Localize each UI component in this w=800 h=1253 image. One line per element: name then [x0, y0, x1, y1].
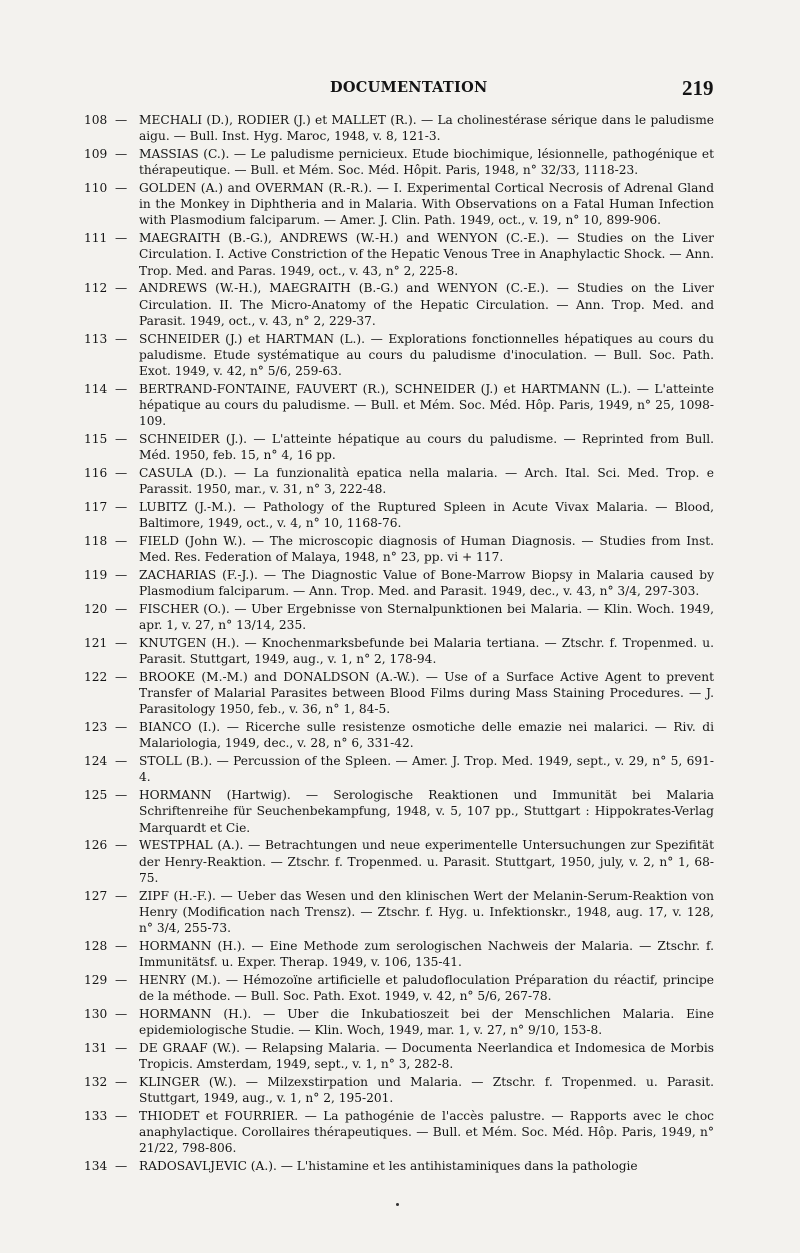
bibliography-entry — [84, 230, 714, 279]
entry-text: SCHNEIDER (J.). — L'atteinte hépatique au cours du paludisme. — Reprinted from Bull. Méd. 1950, feb. 15, n° 4, 16 pp. — [139, 432, 714, 463]
entry-number: 119 — [84, 568, 108, 583]
bibliography-entry — [84, 938, 714, 970]
entry-number: 118 — [84, 534, 108, 549]
entry-text: KNUTGEN (H.). — Knochenmarksbefunde bei Malaria tertiana. — Ztschr. f. Tropenmed. u. Parasit. Stuttgart, 1949, aug., v. 1, n° 2, 178-94. — [139, 636, 714, 667]
entry-dash: — — [115, 1074, 128, 1089]
entry-text: FIELD (John W.). — The microscopic diagnosis of Human Diagnosis. — Studies from Inst. Med. Res. Federation of Malaya, 1948, n° 23, pp. vi + 117. — [139, 534, 714, 565]
entry-dash: — — [115, 972, 128, 987]
entry-dash: — — [115, 670, 128, 685]
bibliography-entry — [84, 1158, 714, 1174]
entry-number: 110 — [84, 181, 108, 195]
entry-text: HENRY (M.). — Hémozoïne artificielle et paludofloculation Préparation du réactif, principe de la méthode. — Bull. Soc. Path. Exot. 1949, v. 42, n° 5/6, 267-78. — [139, 972, 714, 1004]
entry-number: 112 — [84, 281, 108, 296]
bibliography-entry — [84, 499, 714, 531]
entry-dash: — — [115, 1159, 128, 1174]
bibliography-entry — [84, 601, 714, 633]
entry-text: DE GRAAF (W.). — Relapsing Malaria. — Documenta Neerlandica et Indomesica de Morbis Tropicis. Amsterdam, 1949, sept., v. 1, n° 3, 282-8. — [139, 1040, 714, 1072]
entry-number: 116 — [84, 466, 108, 481]
entry-text: SCHNEIDER (J.) et HARTMAN (L.). — Explorations fonctionnelles hépatiques au cours du paludisme. Etude systématique au cours du paludisme d'inoculation. — Bull. Soc. Path. Exot. 1949, v. 42, n° 5/6, 259-63. — [139, 331, 714, 379]
entry-number: 122 — [84, 670, 108, 685]
entry-number: 113 — [84, 331, 108, 346]
bibliography-entry — [84, 1108, 714, 1157]
entry-dash: — — [115, 838, 128, 853]
entry-text: CASULA (D.). — La funzionalità epatica nella malaria. — Arch. Ital. Sci. Med. Trop. e Parassit. 1950, mar., v. 31, n° 3, 222-48. — [139, 466, 714, 497]
entry-number: 127 — [84, 888, 108, 903]
entry-number: 130 — [84, 1006, 108, 1021]
entry-number: 108 — [84, 113, 108, 127]
entry-number: 126 — [84, 838, 108, 853]
bibliography-entry — [84, 146, 714, 178]
bibliography-entry — [84, 331, 714, 380]
bibliography-entry — [84, 381, 714, 430]
entry-dash: — — [115, 147, 128, 161]
entry-number: 111 — [84, 231, 108, 246]
entry-number: 115 — [84, 432, 108, 447]
bibliography-entry — [84, 1040, 714, 1072]
entry-text: THIODET et FOURRIER. — La pathogénie de l'accès palustre. — Rapports avec le choc anaphylactique. Corollaires thérapeutiques. — Bull. et Mém. Soc. Méd. Hôp. Paris, 1949, n° 21/22, 798-806. — [139, 1108, 714, 1156]
entry-text: RADOSAVLJEVIC (A.). — L'histamine et les antihistaminiques dans la pathologie — [139, 1159, 638, 1174]
bibliography-entry — [84, 669, 714, 718]
entry-text: HORMANN (H.). — Uber die Inkubatioszeit bei der Menschlichen Malaria. Eine epidemiologische Studie. — Klin. Woch, 1949, mar. 1, v. 27, n° 9/10, 153-8. — [139, 1006, 714, 1038]
bibliography-entry — [84, 972, 714, 1004]
entry-text: HORMANN (Hartwig). — Serologische Reaktionen und Immunität bei Malaria Schriftenreihe für Seuchenbekampfung, 1948, v. 5, 107 pp., Stuttgart : Hippokrates-Verlag Marquardt et Cie. — [139, 788, 714, 835]
entry-number: 129 — [84, 972, 108, 987]
entry-dash: — — [115, 432, 128, 447]
entry-dash: — — [115, 331, 128, 346]
entry-text: STOLL (B.). — Percussion of the Spleen. — Amer. J. Trop. Med. 1949, sept., v. 29, n° 5, 691-4. — [139, 754, 714, 785]
entry-text: ZACHARIAS (F.-J.). — The Diagnostic Value of Bone-Marrow Biopsy in Malaria caused by Plasmodium falciparum. — Ann. Trop. Med. and Parasit. 1949, dec., v. 43, n° 3/4, 297-303. — [139, 568, 714, 599]
entry-text: FISCHER (O.). — Uber Ergebnisse von Sternalpunktionen bei Malaria. — Klin. Woch. 1949, apr. 1, v. 27, n° 13/14, 235. — [139, 602, 714, 633]
bibliography-entry — [84, 465, 714, 497]
entry-dash: — — [115, 938, 128, 953]
bibliography-entry — [84, 635, 714, 667]
entry-dash: — — [115, 754, 128, 769]
entry-dash: — — [115, 888, 128, 903]
bibliography-entry — [84, 1074, 714, 1106]
entry-dash: — — [115, 500, 128, 515]
entry-number: 114 — [84, 381, 108, 396]
bibliography-entry — [84, 837, 714, 886]
entry-dash: — — [115, 1006, 128, 1021]
footer-dot — [396, 1203, 399, 1206]
entry-number: 128 — [84, 938, 108, 953]
bibliography-entry — [84, 787, 714, 836]
bibliography-entry — [84, 180, 714, 229]
bibliography-entry — [84, 112, 714, 144]
entry-text: ANDREWS (W.-H.), MAEGRAITH (B.-G.) and WENYON (C.-E.). — Studies on the Liver Circulation. II. The Micro-Anatomy of the Hepatic Circulation. — Ann. Trop. Med. and Parasit. 1949, oct., v. 43, n° 2, 229-37. — [139, 281, 714, 328]
bibliography-list — [84, 112, 714, 1176]
entry-dash: — — [115, 381, 128, 396]
entry-number: 134 — [84, 1159, 108, 1174]
entry-number: 109 — [84, 147, 108, 161]
entry-text: WESTPHAL (A.). — Betrachtungen und neue experimentelle Untersuchungen zur Spezifität der Henry-Reaktion. — Ztschr. f. Tropenmed. u. Parasit. Stuttgart, 1950, july, v. 2, n° 1, 68-75. — [139, 838, 714, 885]
entry-dash: — — [115, 231, 128, 246]
entry-dash: — — [115, 788, 128, 803]
entry-text: MECHALI (D.), RODIER (J.) et MALLET (R.). — La cholinestérase sérique dans le paludisme aigu. — Bull. Inst. Hyg. Maroc, 1948, v. 8, 121-3. — [139, 113, 714, 144]
entry-dash: — — [115, 113, 128, 127]
page-number: 219 — [682, 76, 714, 100]
bibliography-entry — [84, 888, 714, 937]
entry-dash: — — [115, 1108, 128, 1123]
bibliography-entry — [84, 431, 714, 463]
entry-text: KLINGER (W.). — Milzexstirpation und Malaria. — Ztschr. f. Tropenmed. u. Parasit. Stuttgart, 1949, aug., v. 1, n° 2, 195-201. — [139, 1074, 714, 1106]
entry-text: MASSIAS (C.). — Le paludisme pernicieux. Etude biochimique, lésionnelle, pathogénique et thérapeutique. — Bull. et Mém. Soc. Méd. Hôpit. Paris, 1948, n° 32/33, 1118-23. — [139, 147, 714, 178]
entry-dash: — — [115, 602, 128, 617]
entry-text: BROOKE (M.-M.) and DONALDSON (A.-W.). — Use of a Surface Active Agent to prevent Transfer of Malarial Parasites between Blood Films during Mass Staining Procedures. — J. Parasitology 1950, feb., v. 36, n° 1, 84-5. — [139, 670, 714, 717]
bibliography-entry — [84, 533, 714, 565]
entry-dash: — — [115, 568, 128, 583]
entry-number: 117 — [84, 500, 108, 515]
entry-text: LUBITZ (J.-M.). — Pathology of the Ruptured Spleen in Acute Vivax Malaria. — Blood, Baltimore, 1949, oct., v. 4, n° 10, 1168-76. — [139, 500, 714, 531]
bibliography-entry — [84, 567, 714, 599]
bibliography-entry — [84, 719, 714, 751]
entry-dash: — — [115, 636, 128, 651]
entry-text: GOLDEN (A.) and OVERMAN (R.-R.). — I. Experimental Cortical Necrosis of Adrenal Gland in the Monkey in Diphtheria and in Malaria. With Observations on a Fatal Human Infection with Plasmodium falciparum. — Amer. J. Clin. Path. 1949, oct., v. 19, n° 10, 899-906. — [139, 181, 714, 228]
bibliography-entry — [84, 1006, 714, 1038]
entry-dash: — — [115, 534, 128, 549]
entry-number: 121 — [84, 636, 108, 651]
bibliography-entry — [84, 753, 714, 785]
entry-dash: — — [115, 1040, 128, 1055]
entry-dash: — — [115, 281, 128, 296]
entry-text: BERTRAND-FONTAINE, FAUVERT (R.), SCHNEIDER (J.) et HARTMANN (L.). — L'atteinte hépatique au cours du paludisme. — Bull. et Mém. Soc. Méd. Hôp. Paris, 1949, n° 25, 1098-109. — [139, 381, 714, 429]
entry-number: 124 — [84, 754, 108, 769]
entry-number: 132 — [84, 1074, 108, 1089]
entry-number: 133 — [84, 1108, 108, 1123]
running-head — [0, 76, 800, 100]
entry-number: 131 — [84, 1040, 108, 1055]
entry-dash: — — [115, 181, 128, 195]
entry-number: 125 — [84, 788, 108, 803]
bibliography-entry — [84, 280, 714, 329]
entry-text: ZIPF (H.-F.). — Ueber das Wesen und den klinischen Wert der Melanin-Serum-Reaktion von Henry (Modification nach Trensz). — Ztschr. f. Hyg. u. Infektionskr., 1948, aug. 17, v. 128, n° 3/4, 255-73. — [139, 888, 714, 936]
entry-number: 123 — [84, 720, 108, 735]
entry-text: BIANCO (I.). — Ricerche sulle resistenze osmotiche delle emazie nei malarici. — Riv. di Malariologia, 1949, dec., v. 28, n° 6, 331-42. — [139, 720, 714, 751]
entry-number: 120 — [84, 602, 108, 617]
entry-dash: — — [115, 466, 128, 481]
entry-text: MAEGRAITH (B.-G.), ANDREWS (W.-H.) and WENYON (C.-E.). — Studies on the Liver Circulation. I. Active Constriction of the Hepatic Venous Tree in Anaphylactic Shock. — Ann. Trop. Med. and Paras. 1949, oct., v. 43, n° 2, 225-8. — [139, 231, 714, 278]
entry-text: HORMANN (H.). — Eine Methode zum serologischen Nachweis der Malaria. — Ztschr. f. Immunitätsf. u. Exper. Therap. 1949, v. 106, 135-41. — [139, 938, 714, 970]
entry-dash: — — [115, 720, 128, 735]
running-title: DOCUMENTATION — [330, 79, 488, 96]
